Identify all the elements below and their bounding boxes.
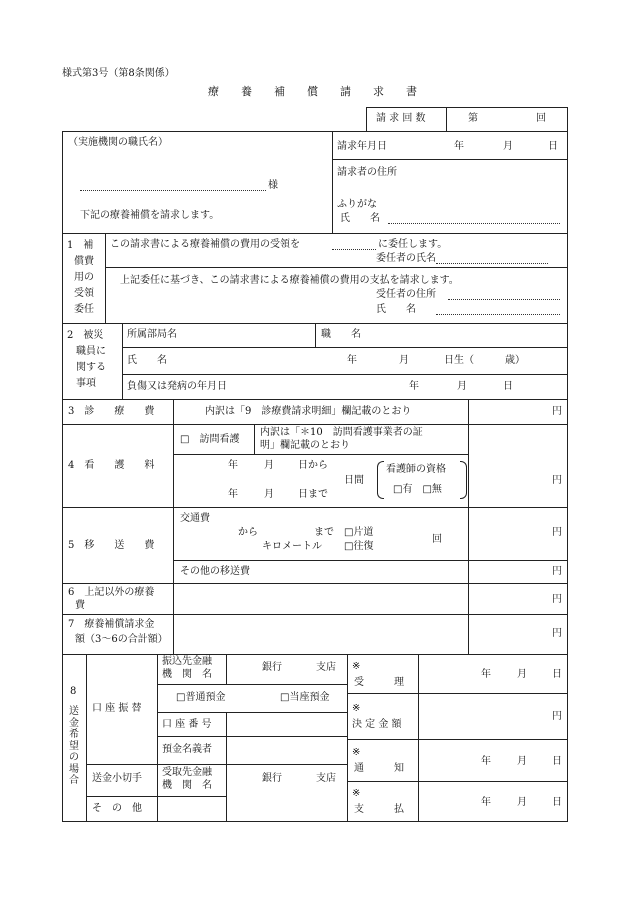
victim-label-3: 関する bbox=[76, 362, 106, 373]
requester-name-field[interactable] bbox=[388, 223, 560, 224]
paid-year: 年 bbox=[481, 797, 491, 808]
received-month: 月 bbox=[517, 669, 527, 680]
one-way-checkbox[interactable]: □片道 bbox=[344, 527, 374, 538]
fare-from: から bbox=[238, 527, 258, 538]
remittance-char-6: 場 bbox=[69, 763, 79, 775]
delegation-line-2: 上記委任に基づき、この請求書による療養補償の費用の支払を請求します。 bbox=[120, 275, 459, 286]
nurse-qualification-title: 看護師の資格 bbox=[386, 464, 446, 475]
medical-cost-label: 3 診 療 費 bbox=[68, 406, 155, 417]
position-label: 職 名 bbox=[321, 329, 361, 340]
form-title: 療 養 補 償 請 求 書 bbox=[208, 85, 417, 98]
nurse-qualification-options[interactable]: □有 □無 bbox=[393, 484, 442, 495]
notified-month: 月 bbox=[517, 756, 527, 767]
medical-cost-yen: 円 bbox=[552, 406, 562, 417]
remittance-char-7: 合 bbox=[69, 775, 79, 786]
received-label: 受 理 bbox=[354, 677, 404, 688]
injury-year-unit: 年 bbox=[409, 381, 419, 392]
date-unit-day: 日 bbox=[548, 141, 558, 152]
recipient-address-label: 受任者の住所 bbox=[376, 289, 436, 300]
request-count-suffix: 回 bbox=[536, 113, 546, 124]
qualification-bracket-right bbox=[460, 461, 467, 499]
home-visit-note-1: 内訳は「＊10 訪問看護事業者の証 bbox=[260, 427, 423, 438]
remittance-char-4: 望 bbox=[69, 740, 79, 752]
other-costs-label-1: 6 上記以外の療養 bbox=[68, 587, 155, 598]
total-yen: 円 bbox=[552, 628, 562, 639]
request-count-label: 請 求 回 数 bbox=[376, 113, 426, 124]
victim-name-label: 氏 名 bbox=[127, 355, 167, 366]
current-deposit-checkbox[interactable]: □当座預金 bbox=[280, 692, 330, 703]
remittance-check-label: 送金小切手 bbox=[92, 773, 142, 784]
furigana-label: ふりがな bbox=[337, 199, 377, 210]
institution-name-field[interactable] bbox=[80, 190, 266, 191]
request-statement: 下記の療養補償を請求します。 bbox=[80, 210, 220, 221]
injury-date-label: 負傷又は発病の年月日 bbox=[127, 381, 227, 392]
receiving-bank-unit: 銀行 bbox=[262, 773, 282, 784]
victim-label-1: 2 被災 bbox=[67, 330, 104, 341]
injury-day-unit: 日 bbox=[503, 381, 513, 392]
remittance-label-vertical bbox=[68, 706, 80, 787]
paid-day: 日 bbox=[552, 797, 562, 808]
others-label: そ の 他 bbox=[92, 803, 142, 814]
account-transfer-label: 口 座 振 替 bbox=[92, 703, 142, 714]
account-number-label: 口 座 番 号 bbox=[162, 719, 212, 730]
delegation-line-1: この請求書による療養補償の費用の受領を bbox=[110, 239, 300, 250]
fare-to: まで bbox=[314, 527, 334, 538]
received-year: 年 bbox=[481, 669, 491, 680]
injury-month-unit: 月 bbox=[457, 381, 467, 392]
nursing-to-month: 月 bbox=[264, 489, 274, 500]
honorific: 様 bbox=[268, 180, 278, 191]
home-visit-note-2: 明」欄記載のとおり bbox=[260, 440, 350, 451]
age-unit: 歳） bbox=[505, 355, 525, 366]
bank-label-2: 機 関 名 bbox=[162, 669, 212, 680]
delegation-label-4: 受領 bbox=[74, 288, 94, 299]
nursing-from-year: 年 bbox=[228, 460, 238, 471]
account-holder-label: 預金名義者 bbox=[162, 744, 212, 755]
remittance-number: 8 bbox=[70, 686, 77, 697]
delegator-name-label: 委任者の氏名 bbox=[376, 253, 436, 264]
nursing-days-label: 日間 bbox=[344, 475, 364, 486]
distance-km: キロメートル bbox=[262, 541, 322, 552]
delegation-label-5: 委任 bbox=[74, 304, 94, 315]
remittance-char-5: の bbox=[69, 752, 79, 763]
received-mark: ※ bbox=[352, 661, 361, 672]
notified-day: 日 bbox=[552, 756, 562, 767]
bank-label-1: 振込先金融 bbox=[162, 656, 212, 667]
delegation-line-1-end: に委任します。 bbox=[378, 239, 448, 250]
transport-fee-label: 5 移 送 費 bbox=[68, 540, 155, 551]
request-date-label: 請求年月日 bbox=[337, 141, 387, 152]
form-number: 様式第3号（第8条関係） bbox=[62, 68, 175, 79]
receiving-bank-label-1: 受取先金融 bbox=[162, 767, 212, 778]
requester-name-label: 氏 名 bbox=[340, 213, 380, 224]
remittance-char-1: 送 bbox=[69, 706, 79, 717]
round-trip-checkbox[interactable]: □往復 bbox=[344, 541, 374, 552]
other-transport-yen: 円 bbox=[552, 566, 562, 577]
birth-month-unit: 月 bbox=[399, 355, 409, 366]
medical-cost-note: 内訳は「9 診療費請求明細」欄記載のとおり bbox=[205, 406, 412, 417]
total-label-1: 7 療養補償請求金 bbox=[68, 619, 155, 630]
recipient-name-field[interactable] bbox=[436, 314, 560, 315]
victim-label-2: 職員に bbox=[76, 346, 106, 357]
paid-label: 支 払 bbox=[354, 804, 404, 815]
birth-day-unit: 日生（ bbox=[444, 355, 474, 366]
decided-amount-label: 決 定 金 額 bbox=[352, 719, 402, 730]
notified-year: 年 bbox=[481, 756, 491, 767]
fare-yen: 円 bbox=[552, 527, 562, 538]
notified-mark: ※ bbox=[352, 747, 361, 758]
other-transport-label: その他の移送費 bbox=[180, 566, 250, 577]
date-unit-month: 月 bbox=[503, 141, 513, 152]
recipient-address-field[interactable] bbox=[448, 299, 560, 300]
delegation-label-3: 用の bbox=[74, 272, 94, 283]
delegation-label-2: 償費 bbox=[74, 256, 94, 267]
institution-label: （実施機関の職氏名） bbox=[68, 137, 168, 148]
remittance-char-3: 希 bbox=[69, 729, 79, 740]
nursing-to-year: 年 bbox=[228, 489, 238, 500]
nursing-from-month: 月 bbox=[264, 460, 274, 471]
recipient-name-label: 氏 名 bbox=[376, 304, 416, 315]
remittance-char-2: 金 bbox=[69, 717, 79, 729]
decided-mark: ※ bbox=[352, 703, 361, 714]
nursing-from-day: 日から bbox=[298, 460, 328, 471]
received-day: 日 bbox=[552, 669, 562, 680]
notified-label: 通 知 bbox=[354, 763, 404, 774]
department-label: 所属部局名 bbox=[127, 329, 177, 340]
requester-address-label: 請求者の住所 bbox=[337, 167, 397, 178]
delegation-label-1: 1 補 bbox=[67, 240, 94, 251]
home-visit-checkbox[interactable]: □ 訪問看護 bbox=[180, 434, 240, 445]
receiving-branch-unit: 支店 bbox=[316, 773, 336, 784]
delegate-blank-field[interactable] bbox=[332, 249, 376, 250]
other-costs-yen: 円 bbox=[552, 594, 562, 605]
receiving-bank-label-2: 機 関 名 bbox=[162, 780, 212, 791]
ordinary-deposit-checkbox[interactable]: □普通預金 bbox=[176, 692, 226, 703]
nursing-fee-label: 4 看 護 料 bbox=[68, 460, 155, 471]
branch-unit: 支店 bbox=[316, 662, 336, 673]
qualification-bracket-left bbox=[377, 461, 384, 499]
fare-label: 交通費 bbox=[180, 513, 210, 524]
paid-mark: ※ bbox=[352, 788, 361, 799]
total-label-2: 額（3～6の合計額） bbox=[75, 634, 168, 645]
nursing-to-day: 日まで bbox=[298, 489, 328, 500]
request-count-prefix: 第 bbox=[468, 113, 478, 124]
date-unit-year: 年 bbox=[454, 141, 464, 152]
birth-year-unit: 年 bbox=[347, 355, 357, 366]
delegator-name-field[interactable] bbox=[436, 263, 548, 264]
bank-unit: 銀行 bbox=[262, 662, 282, 673]
trip-count-unit: 回 bbox=[432, 534, 442, 545]
other-costs-label-2: 費 bbox=[75, 600, 85, 611]
paid-month: 月 bbox=[517, 797, 527, 808]
victim-label-4: 事項 bbox=[76, 378, 96, 389]
nursing-fee-yen: 円 bbox=[552, 475, 562, 486]
decided-amount-yen: 円 bbox=[552, 711, 562, 722]
